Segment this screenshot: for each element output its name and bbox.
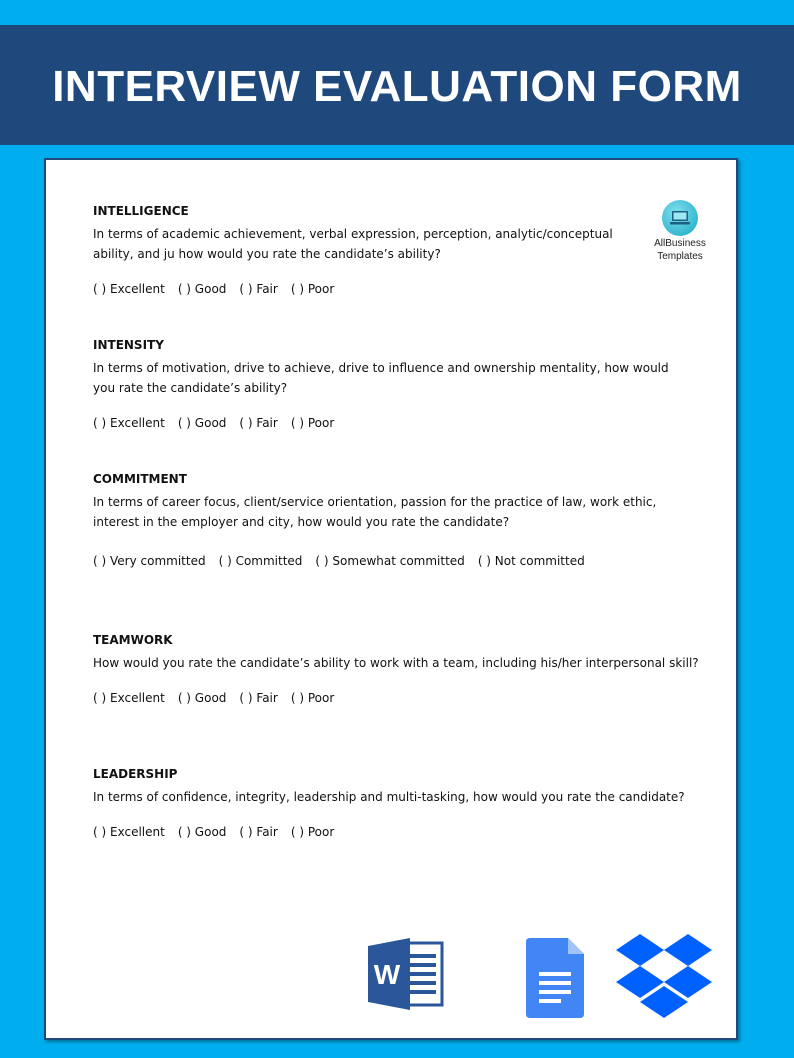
rating-options (93, 825, 703, 839)
section-heading: LEADERSHIP (93, 767, 178, 781)
section-commitment (93, 472, 703, 568)
section-heading: INTELLIGENCE (93, 204, 189, 218)
option-excellent[interactable]: ( ) Excellent (93, 416, 165, 430)
rating-options (93, 416, 703, 430)
option-somewhat-committed[interactable]: ( ) Somewhat committed (315, 554, 465, 568)
section-heading: TEAMWORK (93, 633, 173, 647)
section-question: In terms of academic achievement, verbal expression, perception, analytic/conceptual ability, and ju how would you rate the candidate’s ability? (93, 227, 613, 261)
option-good[interactable]: ( ) Good (177, 691, 227, 705)
section-teamwork (93, 633, 703, 705)
option-poor[interactable]: ( ) Poor (290, 825, 335, 839)
section-intelligence (93, 204, 703, 296)
option-committed[interactable]: ( ) Committed (218, 554, 303, 568)
logo-text-line2: Templates (657, 251, 703, 262)
google-docs-icon[interactable] (526, 938, 586, 1023)
rating-options (93, 282, 703, 296)
option-excellent[interactable]: ( ) Excellent (93, 282, 165, 296)
section-leadership (93, 767, 703, 839)
word-icon[interactable] (368, 938, 444, 1015)
section-question: How would you rate the candidate’s ability to work with a team, including his/her interpersonal skill? (93, 656, 699, 670)
section-question: In terms of confidence, integrity, leadership and multi-tasking, how would you rate the candidate? (93, 790, 685, 804)
option-good[interactable]: ( ) Good (177, 416, 227, 430)
section-question: In terms of motivation, drive to achieve, drive to influence and ownership mentality, how would you rate the candidate’s ability? (93, 361, 669, 395)
page-title: INTERVIEW EVALUATION FORM (52, 62, 742, 111)
option-very-committed[interactable]: ( ) Very committed (93, 554, 206, 568)
option-fair[interactable]: ( ) Fair (239, 825, 278, 839)
option-excellent[interactable]: ( ) Excellent (93, 825, 165, 839)
option-excellent[interactable]: ( ) Excellent (93, 691, 165, 705)
logo-text-line1: AllBusiness (654, 238, 706, 249)
section-question: In terms of career focus, client/service orientation, passion for the practice of law, work ethic, interest in the employer and city, how would you rate the candidate? (93, 495, 657, 529)
word-letter: W (373, 959, 401, 990)
section-heading: COMMITMENT (93, 472, 187, 486)
option-fair[interactable]: ( ) Fair (239, 282, 278, 296)
option-good[interactable]: ( ) Good (177, 282, 227, 296)
rating-options (93, 691, 703, 705)
form-page (44, 158, 738, 1040)
section-heading: INTENSITY (93, 338, 164, 352)
option-fair[interactable]: ( ) Fair (239, 416, 278, 430)
option-poor[interactable]: ( ) Poor (290, 416, 335, 430)
option-poor[interactable]: ( ) Poor (290, 691, 335, 705)
dropbox-icon[interactable] (616, 934, 712, 1027)
option-good[interactable]: ( ) Good (177, 825, 227, 839)
header-banner (0, 25, 794, 145)
option-poor[interactable]: ( ) Poor (290, 282, 335, 296)
option-fair[interactable]: ( ) Fair (239, 691, 278, 705)
section-intensity (93, 338, 703, 430)
commitment-options (93, 554, 703, 568)
option-not-committed[interactable]: ( ) Not committed (477, 554, 585, 568)
